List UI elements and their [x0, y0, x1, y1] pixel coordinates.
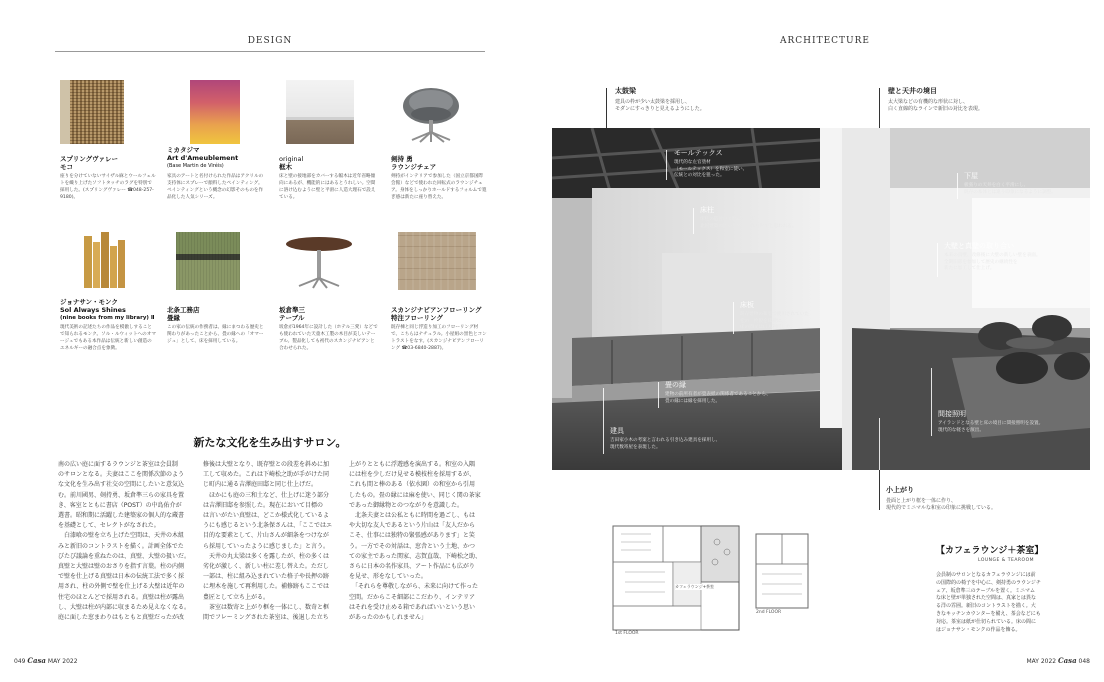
product-name-flooring: スカンジナビアンフローリング 特注フローリング [391, 306, 482, 322]
annotation-desc-indirect-light: アイランドとなる壁と床の境目に間接照明を設置。 現代的な軽さを演出。 [938, 421, 1044, 433]
product-image-table [283, 232, 355, 290]
article-column-3: 上がりとともに浮遊感を演出する。和室の入隅 には柱を少しだけ見せる模枝柱を採用するが、 これも間と棒のある（依水園）の和室から引用 したもの。畳の縁には麻を使い、同じく関の茶家 であった御縁物とのつながりを意識した。 北条夫妻とは公私ともに時間を過ごし、もは や大切な友人であるという片山は「友人だから こそ、仕事には独特の緊張感があります」と笑 う。一方でその対話は、窓舎という土地、かつ ての家主であった関家、志賀直哉、下崎松之助、 さらに日本の名作家具、アート作品にも広がり を見せ、形をなしていった。 「それらを尊敬しながら、未来に向けて作った 空間。だからこそ細部にこだわり、インテリア はそれを受け止める箱であればいいという思い があったのかもしれません」 [349, 461, 481, 622]
product-name-lounge-chair: 剣持 勇 ラウンジチェア [391, 155, 437, 171]
product-desc-flooring: 既存棟と同じ浮造り加工のフローリング材で、こちらはナチュラル。小屋組の黒色とコントラストをなす。(スカンジナビアンフローリング ☎03-6840-2887)。 [391, 325, 487, 351]
product-desc-rug: 座りを分けていないサイザル麻とウールフェルトを織り上げたソフトタッチのラグを特別で採用した。(スプリングヴァレー ☎048-257-9180)。 [60, 174, 156, 200]
leader-line-geya [957, 173, 958, 199]
annotation-desc-tokobashira: 床柱の造付け本棚はかつて、 北国建築の思いうず使われた材でと思われる。 [700, 217, 797, 229]
leader-line-mortex [666, 150, 667, 180]
annotation-title-taikobari: 太鼓梁 [615, 87, 636, 95]
design-section-header: DESIGN [247, 36, 293, 46]
annotation-title-tategu: 建具 [610, 427, 624, 435]
floor-plan-1f-label: 1st FLOOR [615, 631, 639, 636]
leader-line-koagari [879, 418, 880, 470]
annotation-desc-koagari: 畳面と上がり框を一体に作り、 現代的でミニマルな和室の印象に挑戦している。 [886, 498, 997, 511]
leader-line-taikobari [606, 88, 607, 130]
product-desc-tatami: この家の伝統の作務者は、縁にまつわる歴史と関わりがあったことから、畳の縁への「オマージュ」として、床を採用している。 [167, 325, 264, 344]
annotation-title-indirect-light: 間接照明 [938, 410, 966, 418]
annotation-title-mortex: モールテックス [674, 149, 723, 157]
product-desc-art: 家具のアートと名付けられた作品はアクリルの支持体にスプレーで顔料したペインティング。ペインティングという概念の幻影そのものを作品化した人気シリーズ。 [167, 174, 264, 200]
annotation-desc-tatami-edge: 建物の前所有者が畳表紙の関係者であることから、 畳の縁には縁を採用した。 [665, 392, 771, 404]
product-image-lounge-chair [398, 80, 464, 144]
floor-plan-2f-label: 2nd FLOOR [756, 610, 782, 615]
leader-line-tatami-edge [658, 382, 659, 408]
interior-scene-icon [552, 128, 1090, 470]
product-image-rug [60, 80, 124, 144]
product-desc-lounge-chair: 剣持がインテリアで参加した（国立京都国際会館）などで使われた回転式のラウンジチェア。身体をしっかりホールドするフォルムで寛ぎ感は新たに座り替えた。 [391, 174, 487, 200]
product-name-art: ミカタジマ Art d'Ameublement (Base Martin de Viréis) [167, 146, 239, 169]
annotation-desc-wall-ceiling: 太大梁などの有機的な形状に対し、 白く直線的なラインで新旧の対比を表現。 [888, 99, 983, 112]
lounge-subtitle: LOUNGE & TEAROOM [977, 558, 1034, 563]
annotation-title-tokobashira: 床柱 [700, 206, 714, 214]
floor-plan-2f-icon [752, 530, 822, 622]
article-headline: 新たな文化を生み出すサロン。 [193, 436, 347, 449]
floor-plan-1f [605, 522, 745, 640]
product-image-flooring [398, 232, 476, 290]
article-column-1: 南の広い庭に面するラウンジと茶室は会員制 のサロンとなる。夫妻はここを関係次節のよう な文化を生み出す社交の空間にしたいと意気込 む。前川國男、剣持勇、坂倉準三らの家具を置 き、客室とともに書店（POST）の中島佑介が 選書。昭和期に活躍した建築家の個人的な蔵書 を基礎として、セレクトがなされた。 白漆喰の壁を立ち上げた空間は、天井の木組 みと新旧のコントラストを描く。計画全体でた びたび議論を重ねたのは、真壁、大壁の扱いだ。 真壁と大壁は壁のおさりを指す言葉。柱の内側 で壁を仕上げる真壁は日本の伝統工法で多く採 用され、柱の外側で壁を仕上げる大壁は近年の 住宅のほとんどで採用される。真壁は柱が露出 し、大壁は柱が内部に収まるため見えなくなる。 庭に面した窓まわりはもともと真壁だったが改 [58, 461, 191, 622]
lounge-body: 会員制のサロンとなるカフェラウンジには前 の国際的の椅子を中心に、剣持勇のラウンジチ ェア、坂倉準三のテーブルを置く。ミニマム な床と壁が単独された空間は、真家とは異な る洋の雰囲。新旧のコントラストを描く。大 きなキッチンカウンターを備え、茶会などにも 対応。茶室は紙が仕切られている。床の間に はジョナサン・モンクの作品を飾る。 [936, 572, 1041, 633]
lounge-tearoom-photo [552, 128, 1090, 470]
leader-line-tategu [603, 388, 604, 454]
folio-right: MAY 2022 Casa 048 [1026, 656, 1090, 665]
product-image-tatami [176, 232, 240, 290]
floor-plan-2f [752, 530, 822, 622]
lounge-chair-icon [398, 80, 464, 144]
annotation-desc-geya: 板張りの天井を白く平滑にし、 既存の本体とは違う印象になるように調整。 [964, 183, 1056, 195]
lounge-title: 【カフェラウンジ＋茶室】 [936, 546, 1044, 556]
annotation-desc-taikobari: 建具の枠が少い太鼓梁を採用し、 モダンにすっきりと見えるようにした。 [615, 99, 705, 112]
annotation-desc-okabe-shinkabe: 本来の真壁、改修後に大壁の新しい壁を表面。 全期旧部を参加して歴史の継続性を 新たに加工して仕上げ。 [944, 253, 1041, 271]
product-desc-baseboard: 床と壁の接地部をカバーする幅木は近年省略傾向にあるが、機能的にはあるとうれしい。空間に溶け込むように壁と平滑に人造大理石で設えている。 [279, 174, 376, 200]
leader-line-wall-ceiling [879, 88, 880, 130]
leader-line-okabe-shinkabe [937, 243, 938, 277]
product-name-rug: スプリングヴァレー モコ [60, 155, 119, 171]
folio-left: 049 Casa MAY 2022 [14, 656, 78, 665]
leader-line-indirect-light [931, 368, 932, 436]
product-desc-table: 坂倉が1964年に設計した（ホテル三愛）などでも使われていた天童木工製の木目が美しいテーブル。製品化しても初代のスカンジナビアンと合わせられた。 [279, 325, 378, 351]
annotation-title-geya: 下屋 [964, 172, 978, 180]
leader-line-koagari-below [879, 470, 880, 510]
design-header-rule [55, 51, 485, 52]
annotation-title-tokoita: 床板 [740, 301, 754, 309]
product-name-tatami: 北条工務店 畳縁 [167, 306, 200, 322]
annotation-title-tatami-edge: 畳の縁 [665, 381, 686, 389]
annotation-title-koagari: 小上がり [886, 486, 914, 494]
annotation-desc-tategu: 吉田家小木の考案と言われる引き込み建具を採用し、 現代数寄屋を表現した。 [610, 438, 721, 450]
floor-plan-lounge-label: カフェラウンジ+茶室 [675, 584, 715, 589]
product-name-baseboard: original 框木 [279, 155, 304, 171]
architecture-section-header: ARCHITECTURE [780, 36, 870, 46]
article-column-2: 修後は大壁となり、既存壁との段差を斜めに加 工して収めた。これは下崎松之助が手がけた同 じ町内に通る吉澤庭田邸と同じ仕上げだ。 ほかにも庭の三和土など、仕上げに迷う部分 は吉澤旧邸を参照した。現在において目標の は言いがたい真壁は、どこか様式化しているよ うにも感じるという北条保さんは、「ここではエ 目的な要素として、片山さんが細条をつけなが ら採用していったように感じました」と言う。 天井の丸太梁は多くを露したが、柱の多くは 劣化が激しく、新しい柱に差し替えた。ただし 一部は、柱に組み込まれていた格子や長押の跡 に埋木を施して再利用した。補修跡もここでは 豊匠として立ち上がる。 茶室は数寄と上がり框を一体にし、数奇と框 間でフレーミングされた茶室は、後退した立ち [203, 461, 333, 622]
annotation-title-wall-ceiling: 壁と天井の境目 [888, 87, 937, 95]
product-image-books [78, 232, 128, 290]
product-image-baseboard [286, 80, 354, 144]
annotation-title-okabe-shinkabe: 大壁と真壁の取り合い [944, 242, 1014, 250]
books-sculpture-icon [78, 232, 128, 290]
leader-line-tokoita [733, 302, 734, 334]
round-table-icon [283, 232, 355, 290]
floor-plan-1f-icon [605, 522, 745, 640]
product-name-books: ジョナサン・モンク Sol Always Shines (nine books from my library) Ⅱ [60, 298, 155, 321]
leader-line-tokobashira [693, 208, 694, 234]
product-name-table: 坂倉準三 テーブル [279, 306, 305, 322]
annotation-desc-tokoita: 既存建物の和室で使用されていた 松の一枚板を床板に、 床の間又は口木利用した。 [740, 312, 809, 330]
product-desc-books: 現代美術の記述たちの作品を模倣しすることで知られるモンク。ソル・ルウィットへのオマージュでもある本作品は伝統と新しい創造のエネルギーの融合点を象徴。 [60, 325, 156, 351]
product-image-art [190, 80, 240, 144]
annotation-desc-mortex: 現代的な左官塗材 （モールテックス）を和室に使い、 伝統との対比を狙った。 [674, 160, 748, 178]
